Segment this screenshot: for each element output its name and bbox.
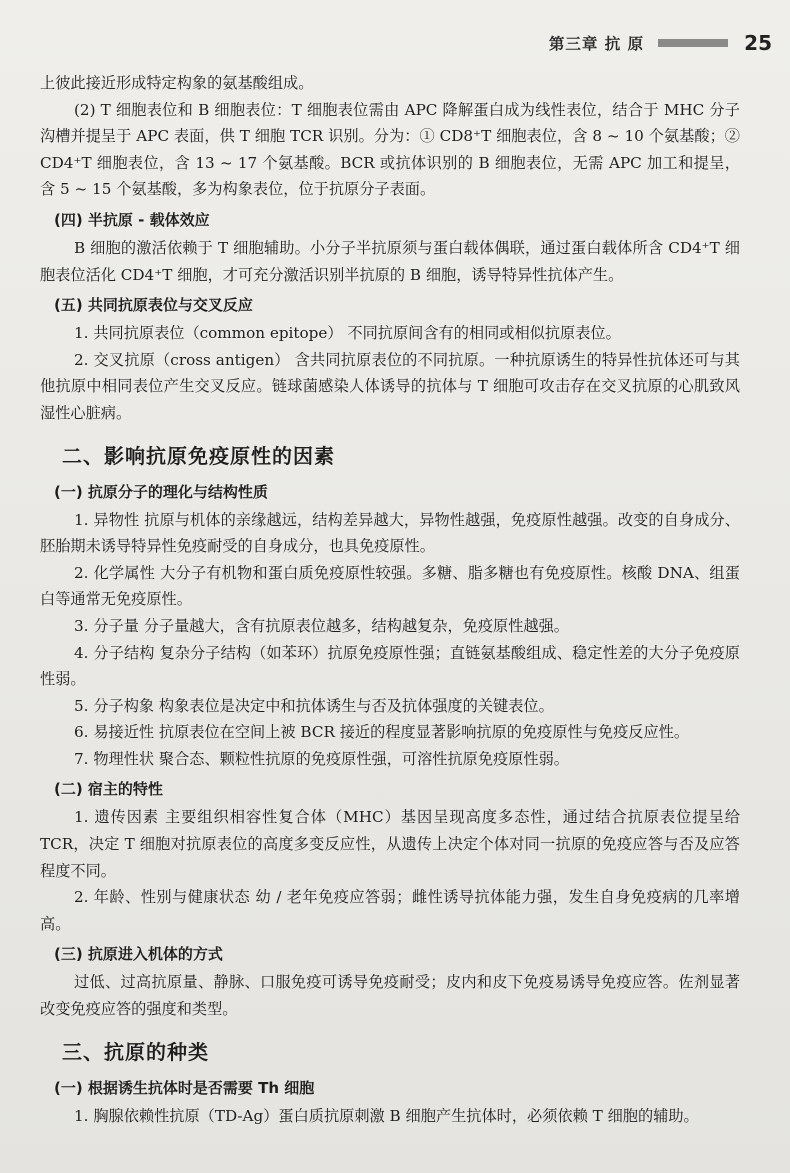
running-head <box>40 28 772 58</box>
paragraph: 1. 遗传因素 主要组织相容性复合体（MHC）基因呈现高度多态性，通过结合抗原表位提呈给 TCR，决定 T 细胞对抗原表位的高度多变反应性，从遗传上决定个体对同一抗原的免疫应答与否及应答程度不同。 <box>40 808 740 880</box>
paragraph: 1. 共同抗原表位（common epitope） 不同抗原间含有的相同或相似抗原表位。 <box>74 324 621 343</box>
subsection-heading: (四) 半抗原 - 载体效应 <box>54 210 210 229</box>
section-heading: 三、抗原的种类 <box>62 1039 209 1064</box>
paragraph: 2. 化学属性 大分子有机物和蛋白质免疫原性较强。多糖、脂多糖也有免疫原性。核酸 DNA、组蛋白等通常无免疫原性。 <box>40 563 740 609</box>
page-number: 25 <box>744 31 772 55</box>
chapter-title: 第三章 抗 原 <box>548 35 645 53</box>
subsection-heading: (一) 抗原分子的理化与结构性质 <box>54 482 268 501</box>
paragraph: B 细胞的激活依赖于 T 细胞辅助。小分子半抗原须与蛋白载体偶联，通过蛋白载体所含 CD4⁺T 细胞表位活化 CD4⁺T 细胞，才可充分激活识别半抗原的 B 细胞，诱导特异性抗体产生。 <box>40 238 740 284</box>
paragraph: 2. 交叉抗原（cross antigen） 含共同抗原表位的不同抗原。一种抗原诱生的特异性抗体还可与其他抗原中相同表位产生交叉反应。链球菌感染人体诱导的抗体与 T 细胞可攻击存在交叉抗原的心肌致风湿性心脏病。 <box>40 350 740 422</box>
paragraph: 3. 分子量 分子量越大，含有抗原表位越多，结构越复杂，免疫原性越强。 <box>74 616 569 635</box>
paragraph: 1. 胸腺依赖性抗原（TD-Ag）蛋白质抗原刺激 B 细胞产生抗体时，必须依赖 T 细胞的辅助。 <box>74 1106 699 1125</box>
subsection-heading: (二) 宿主的特性 <box>54 780 163 799</box>
paragraph: 7. 物理性状 聚合态、颗粒性抗原的免疫原性强，可溶性抗原免疫原性弱。 <box>74 749 569 768</box>
paragraph: 2. 年龄、性别与健康状态 幼 / 老年免疫应答弱；雌性诱导抗体能力强，发生自身免疫病的几率增高。 <box>40 888 740 933</box>
header-rule <box>658 39 728 47</box>
paragraph: 上彼此接近形成特定构象的氨基酸组成。 <box>40 74 314 92</box>
subsection-heading: (一) 根据诱生抗体时是否需要 Th 细胞 <box>54 1078 315 1097</box>
paragraph: 过低、过高抗原量、静脉、口服免疫可诱导免疫耐受；皮内和皮下免疫易诱导免疫应答。佐剂显著改变免疫应答的强度和类型。 <box>40 973 740 1019</box>
subsection-heading: (五) 共同抗原表位与交叉反应 <box>54 296 253 315</box>
section-heading: 二、影响抗原免疫原性的因素 <box>62 443 335 468</box>
page-body <box>40 70 740 1129</box>
paragraph: 6. 易接近性 抗原表位在空间上被 BCR 接近的程度显著影响抗原的免疫原性与免疫反应性。 <box>74 723 690 742</box>
paragraph: 5. 分子构象 构象表位是决定中和抗体诱生与否及抗体强度的关键表位。 <box>74 696 554 715</box>
paragraph: 1. 异物性 抗原与机体的亲缘越远，结构差异越大，异物性越强，免疫原性越强。改变的自身成分、胚胎期未诱导特异性免疫耐受的自身成分，也具免疫原性。 <box>40 510 740 556</box>
paragraph: (2) T 细胞表位和 B 细胞表位：T 细胞表位需由 APC 降解蛋白成为线性表位，结合于 MHC 分子沟槽并提呈于 APC 表面，供 T 细胞 TCR 识别。分为：① CD8⁺T 细胞表位，含 8 ~ 10 个氨基酸；② CD4⁺T 细胞表位，含 13 ~ 17 个氨基酸。BCR 或抗体识别的 B 细胞表位，无需 APC 加工和提呈，含 5 ~ 15 个氨基酸，多为构象表位，位于抗原分子表面。 <box>40 100 740 199</box>
subsection-heading: (三) 抗原进入机体的方式 <box>54 945 223 964</box>
paragraph: 4. 分子结构 复杂分子结构（如苯环）抗原免疫原性强；直链氨基酸组成、稳定性差的大分子免疫原性弱。 <box>40 643 740 689</box>
